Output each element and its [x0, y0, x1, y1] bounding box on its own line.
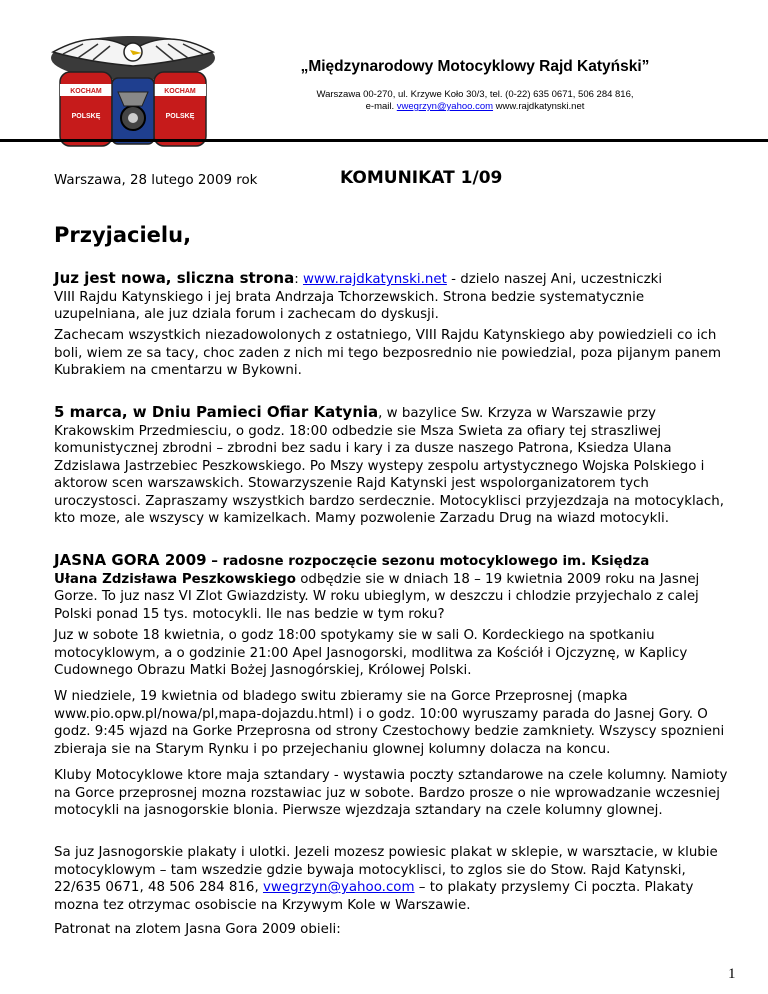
header-divider [0, 139, 768, 142]
svg-text:KOCHAM: KOCHAM [70, 88, 102, 95]
katyn-day-text: Krakowskim Przedmiesciu, o godz. 18:00 odbedzie sie Msza Swieta za ofiary tej straszliwej komunistycznej zbrodni – zbrodni bez sadu i kary i za dusze naszego Patrona, Ksiedza Ulana Zdzislawa Jastrzebiec Peszkowskiego. Po Mszy wystepy zespolu artystycznego Wojska Polskiego i aktorow scen warszawskich. Stowarzyszenie Rajd Katynski jest wspolorganizatorem tych uroczystosci. Zapraszamy wszystkich bardzo serdecznie. Motocyklisci przyjezdzaja na motocyklach, kto moze, ale wszyscy w kamizelkach. Mamy pozwolenie Zarzadu Drug na wiazd motocykli. [54, 423, 724, 526]
paragraph-jasna-gora [54, 552, 734, 623]
new-website-text-first: - dzielo naszej Ani, uczestniczki [446, 272, 663, 287]
posters-text-rest: – to plakaty przyslemy Ci poczta. Plakaty mozna tez otrzymac osobiscie na Krzywym Kole w Warszawie. [54, 880, 694, 913]
svg-text:POLSKĘ: POLSKĘ [165, 113, 195, 120]
jasna-gora-text: odbędzie sie w dniach 18 – 19 kwietnia 2009 roku na Jasnej Gorze. To juz nasz VI Zlot Gwiazdzisty. W roku ubieglym, w deszczu i chlodzie przyjechalo z calej Polski ponad 15 tys. motocykli. Ile nas bedzie w tym roku? [54, 571, 700, 622]
website-text: www.rajdkatynski.net [493, 101, 585, 112]
paragraph-sunday: W niedziele, 19 kwietnia od bladego switu zbieramy sie na Gorce Przeprosnej (mapka www.pio.opw.pl/nowa/pl,mapa-dojazdu.html) i o godz. 10:00 wyruszamy parada do Jasnej Gory. O godz. 9:45 wjazd na Gorke Przeprosna od strony Czestochowy bedzie zamkniety. Wszyscy spoznieni zbieraja sie na Starym Rynku i po przejechaniu glownej kolumny dolacza na koncu. [54, 689, 725, 757]
organization-title: „Międzynarodowy Motocyklowy Rajd Katyński” [300, 58, 650, 75]
paragraph-saturday: Juz w sobote 18 kwietnia, o godz 18:00 spotykamy sie w sali O. Kordeckiego na spotkaniu motocyklowym, a o godzinie 21:00 Apel Jasnogorski, modlitwa za Kościół i Ojczyznę, w Kaplicy Cudownego Obrazu Matki Bożej Jasnogórskiej, Królowej Polski. [54, 628, 688, 678]
eagle-logo [38, 22, 228, 152]
katyn-day-heading: 5 marca, w Dniu Pamieci Ofiar Katynia [54, 403, 379, 421]
paragraph-feedback: Zachecam wszystkich niezadowolonych z ostatniego, VIII Rajdu Katynskiego aby powiedzieli co ich boli, wiem ze sa tacy, choc zaden z nich mi tego bezposrednio nie powiedzial, poza pijanym panem Kubrakiem na cmentarzu w Bykowni. [54, 328, 722, 378]
website-link[interactable]: www.rajdkatynski.net [302, 272, 447, 287]
email-prefix: e-mail. [365, 101, 397, 112]
jasna-gora-subheading-2: Ułana Zdzisława Peszkowskiego [54, 571, 296, 587]
jasna-gora-heading: JASNA GORA 2009 [54, 551, 207, 569]
jasna-gora-subheading: – radosne rozpoczęcie sezonu motocyklowego im. Księdza [206, 554, 650, 569]
katyn-day-text-first: , w bazylice Sw. Krzyza w Warszawie przy [378, 406, 656, 421]
paragraph-posters [54, 844, 734, 914]
document-title: KOMUNIKAT 1/09 [340, 168, 503, 188]
colon: : [294, 272, 303, 287]
organization-address [230, 89, 720, 113]
paragraph-new-website [54, 270, 734, 324]
paragraph-patronage: Patronat na zlotem Jasna Gora 2009 obieli: [54, 922, 341, 937]
page-number: 1 [728, 966, 736, 982]
email-link[interactable]: vwegrzyn@yahoo.com [396, 101, 494, 112]
contact-line [230, 101, 720, 113]
posters-text: Sa juz Jasnogorskie plakaty i ulotki. Jezeli mozesz powiesic plakat w sklepie, w warsztacie, w klubie motocyklowym – tam wszedzie gdzie bywaja motocyklisci, to zglos sie do Stow. Rajd Katynski, 22/635 0671, 48 506 284 816, [54, 845, 718, 895]
new-website-heading: Juz jest nowa, sliczna strona [54, 269, 295, 287]
new-website-text: VIII Rajdu Katynskiego i jej brata Andrzaja Tchorzewskich. Strona bedzie systematycznie uzupelniana, ale juz dziala forum i zachecam do dyskusji. [54, 289, 645, 322]
greeting: Przyjacielu, [54, 223, 192, 247]
paragraph-banners: Kluby Motocyklowe ktore maja sztandary - wystawia poczty sztandarowe na czele kolumny. Namioty na Gorce przeprosnej mozna rozstawiac juz w sobote. Bardzo prosze o nie wprowadzanie wczesniej motocykli na jasnogorskie blonia. Pierwsze wjezdzaja sztandary na czele kolumny glownej. [54, 768, 728, 818]
paragraph-katyn-day [54, 404, 734, 528]
document-date: Warszawa, 28 lutego 2009 rok [54, 173, 258, 188]
posters-email-link[interactable]: vwegrzyn@yahoo.com [262, 880, 415, 895]
svg-text:POLSKĘ: POLSKĘ [71, 113, 101, 120]
svg-text:KOCHAM: KOCHAM [164, 88, 196, 95]
address-line: Warszawa 00-270, ul. Krzywe Koło 30/3, tel. (0-22) 635 0671, 506 284 816, [316, 89, 634, 100]
